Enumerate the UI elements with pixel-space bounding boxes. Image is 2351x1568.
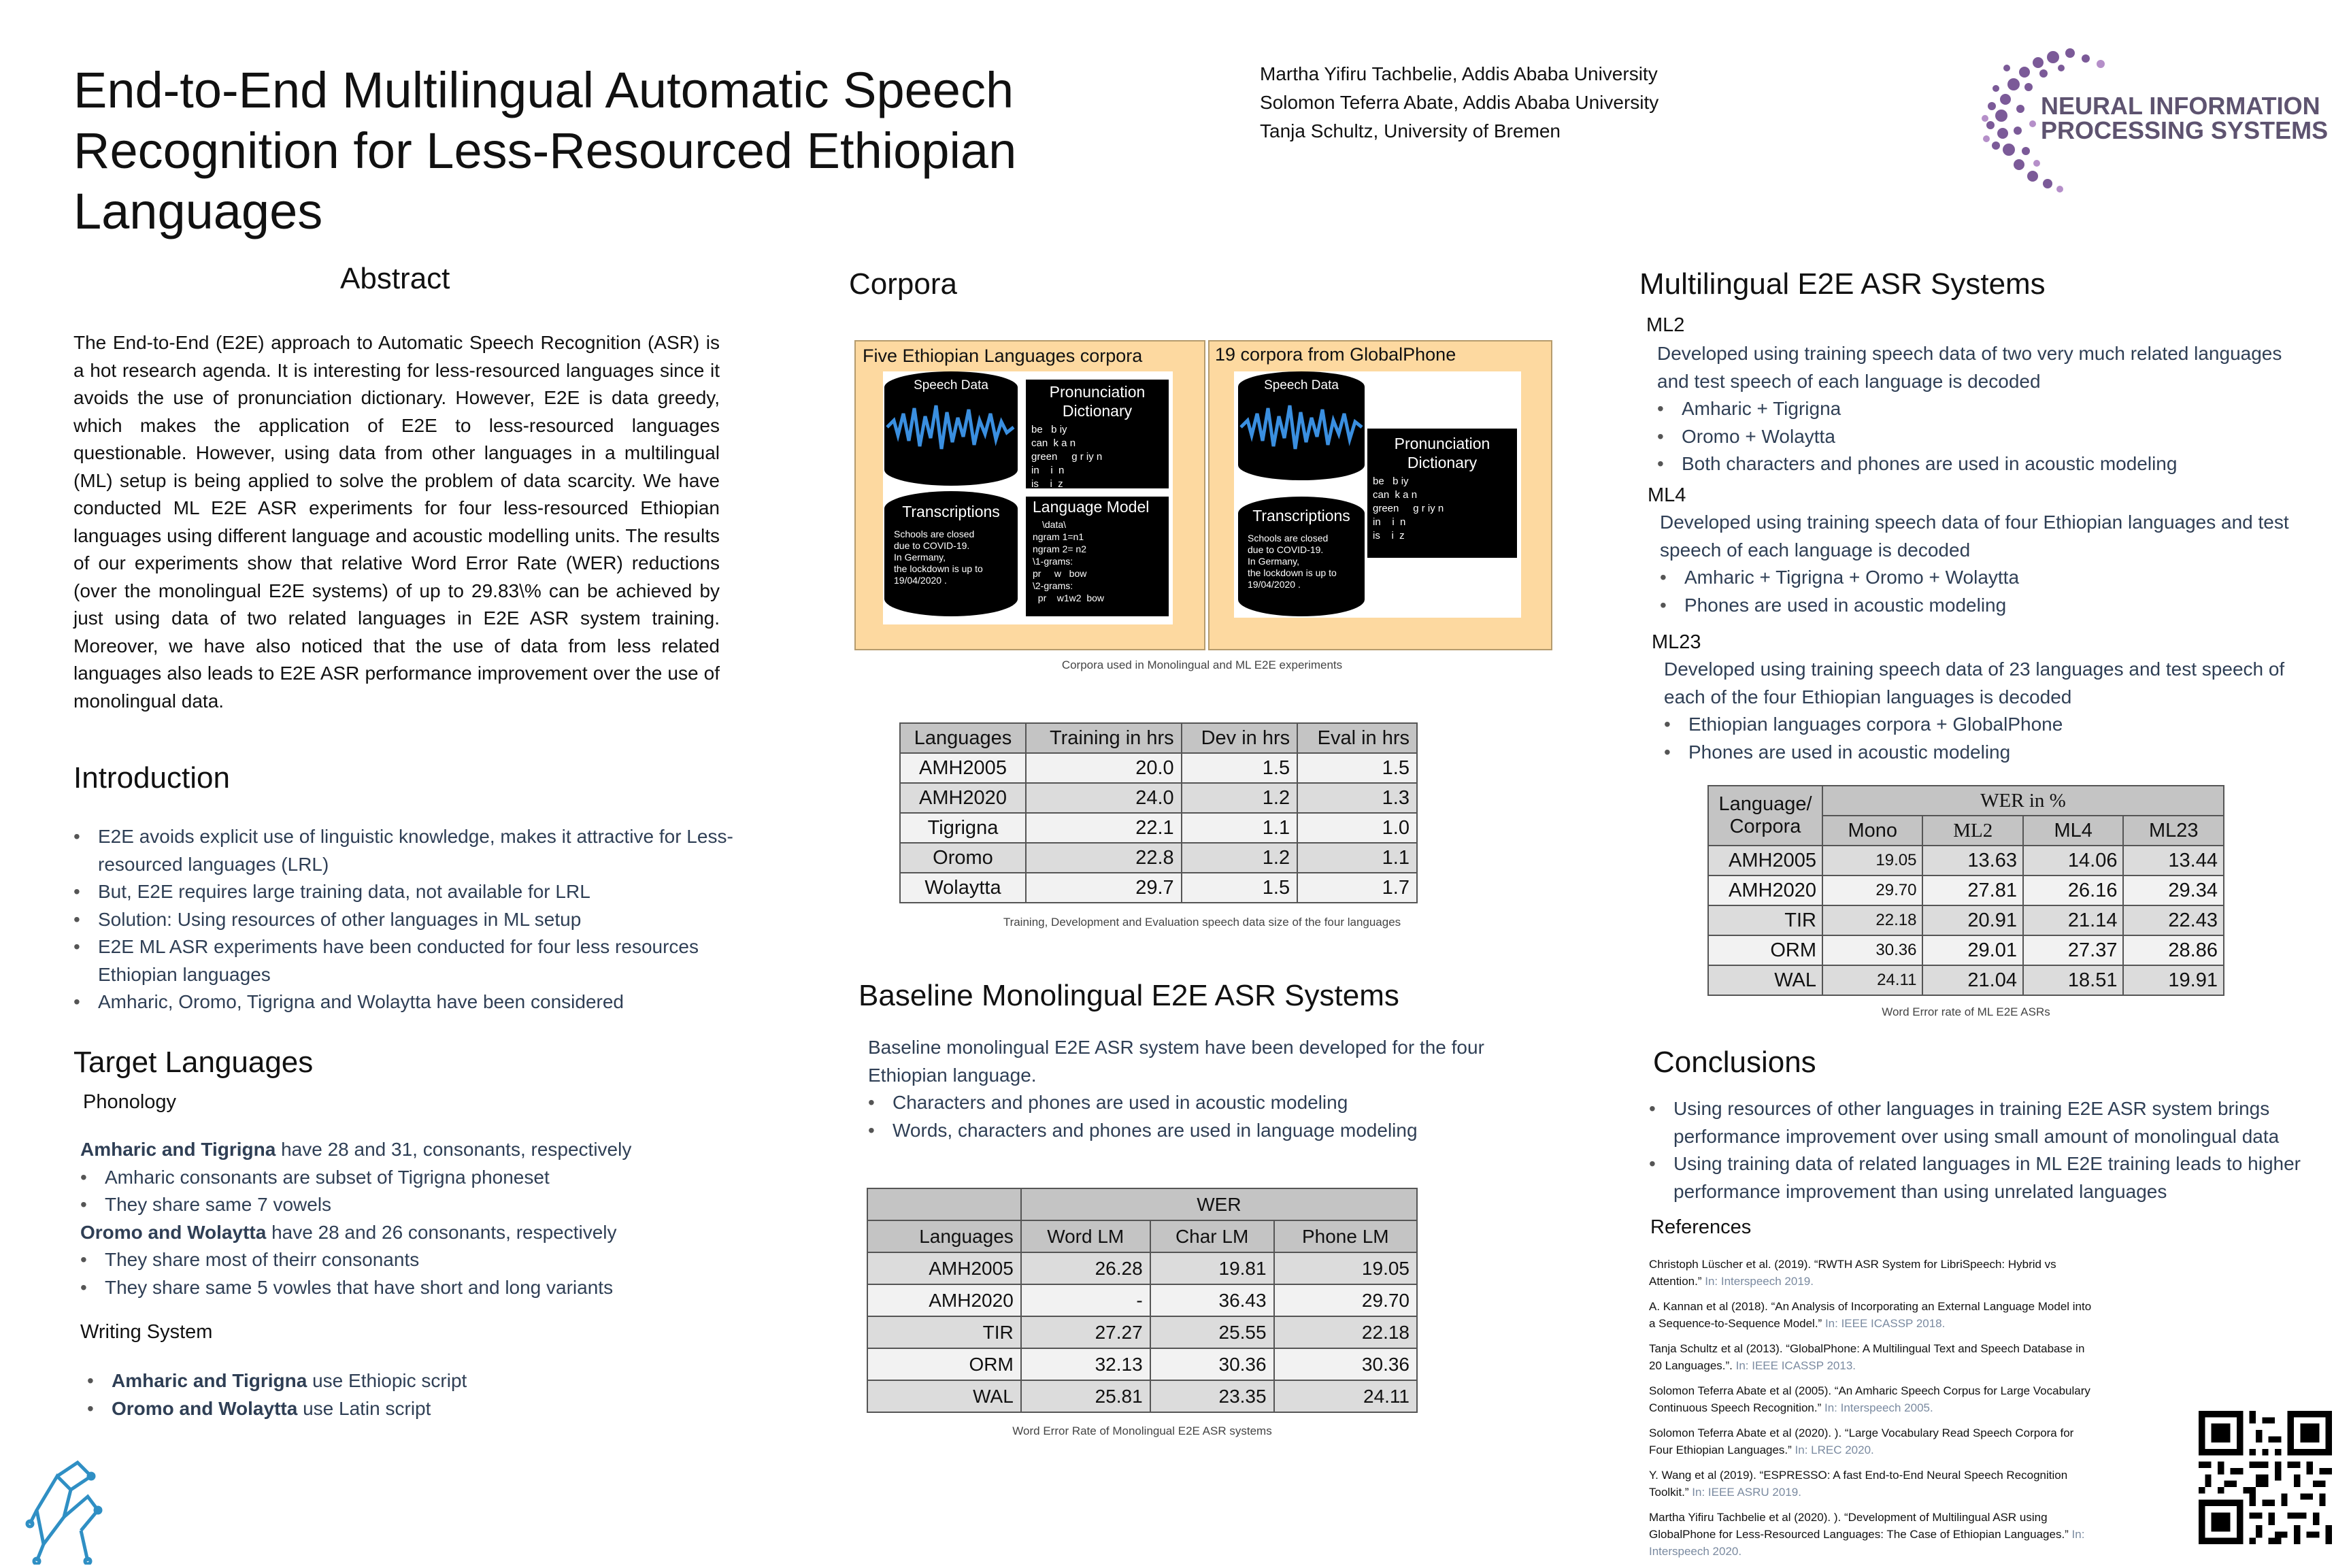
transcriptions-cylinder [1238,497,1365,616]
table-cell: 1.1 [1297,843,1417,873]
table-cell: 29.01 [1922,935,2023,965]
writing-bullet [87,1395,740,1423]
table-cell: 27.81 [1922,875,2023,905]
lm-line: ngram 1=n1 [1033,531,1084,542]
globalphone-corpora-box [1208,340,1552,650]
references-heading: References [1650,1216,1752,1238]
introduction-heading: Introduction [73,761,230,795]
transcriptions-cylinder [884,491,1018,616]
table-cell: AMH2005 [1708,846,1822,875]
phonology-bullet: • They share most of theirr consonants [80,1246,747,1274]
intro-bullet: • E2E ML ASR experiments have been conducted for four less resources Ethiopian languages [73,933,740,988]
table-header: Phone LM [1274,1220,1417,1252]
ml4-bullet: • Amharic + Tigrigna + Oromo + Wolaytta [1660,564,2299,592]
pron-line: can k a n [1373,489,1418,501]
table-header: Dev in hrs [1182,723,1297,753]
ml2-bullet: • Both characters and phones are used in acoustic modeling [1657,450,2297,478]
table-cell: 25.55 [1150,1316,1274,1348]
ml4-block [1660,509,2299,619]
writing-bullet [87,1367,740,1395]
latin-label: Oromo and Wolaytta [112,1397,298,1419]
table-row [1708,846,2224,875]
table-cell: 1.0 [1297,813,1417,843]
table-cell: Wolaytta [900,873,1026,903]
table-row [1708,905,2224,935]
reference-item [1649,1424,2098,1458]
table-cell: 29.70 [1274,1284,1417,1316]
table-header-row [867,1220,1417,1252]
lm-line: pr w bow [1033,568,1087,579]
table-row [900,813,1417,843]
poster-title: End-to-End Multilingual Automatic Speech Recognition for Less-Resourced Ethiopian Languages [73,62,1017,239]
qr-code-icon[interactable] [2199,1411,2332,1544]
intro-bullet: • E2E avoids explicit use of linguistic knowledge, makes it attractive for Less-resourced languages (LRL) [73,823,740,878]
baseline-intro: Baseline monolingual E2E ASR system have been developed for the four Ethiopian language. [868,1037,1484,1086]
phonology-heading: Phonology [83,1091,177,1113]
lm-line: ngram 2= n2 [1033,544,1086,554]
ethiopian-corpora-box [854,340,1205,650]
globalphone-corpora-title: 19 corpora from GlobalPhone [1215,344,1456,365]
table-cell: 23.35 [1150,1380,1274,1412]
table-cell: 29.70 [1822,875,1922,905]
trans-line: 19/04/2020 . [894,575,947,586]
pron-line: be b iy [1031,424,1067,435]
table-cell: TIR [867,1316,1021,1348]
table-cell: 22.8 [1026,843,1182,873]
table-cell: 1.5 [1297,753,1417,783]
reference-venue: In: IEEE ASRU 2019. [1688,1486,1801,1499]
lm-line: \2-grams: [1033,580,1073,591]
table-cell: 25.81 [1021,1380,1150,1412]
reference-venue: In: Interspeech 2019. [1701,1275,1814,1288]
corpora-figure-caption: Corpora used in Monolingual and ML E2E experiments [1061,658,1343,671]
transcriptions-label: Transcriptions [1252,507,1350,524]
baseline-text [868,1034,1521,1144]
table-cell: 1.1 [1182,813,1297,843]
table-cell: 24.0 [1026,783,1182,813]
logo-text [2041,94,2328,143]
table-cell: 29.34 [2123,875,2224,905]
table-cell: 1.5 [1182,873,1297,903]
corpora-table-caption: Training, Development and Evaluation speech data size of the four languages [1003,916,1401,929]
pron-line: in i n [1373,516,1406,528]
table-cell: 27.27 [1021,1316,1150,1348]
trans-line: due to COVID-19. [1248,544,1324,555]
table-cell: 13.44 [2123,846,2224,875]
table-cell: TIR [1708,905,1822,935]
table-cell: 21.04 [1922,965,2023,995]
ml23-text: Developed using training speech data of 23 languages and test speech of each of the four Ethiopian languages is decoded [1664,658,2285,707]
table-cell: AMH2020 [900,783,1026,813]
trans-line: 19/04/2020 . [1248,579,1301,590]
table-cell: 22.1 [1026,813,1182,843]
table-cell: 14.06 [2023,846,2124,875]
writing-system-heading: Writing System [80,1321,213,1343]
pron-line: in i n [1031,465,1065,476]
language-model-box [1026,497,1169,616]
writing-system-list [87,1367,740,1422]
pron-line: green g r iy n [1373,503,1444,514]
table-cell: 21.14 [2023,905,2124,935]
table-row [867,1348,1417,1380]
lm-line: \data\ [1042,519,1067,530]
table-row [1708,875,2224,905]
table-cell: 13.63 [1922,846,2023,875]
table-row [1708,965,2224,995]
table-cell: 24.11 [1822,965,1922,995]
reference-venue: In: Interspeech 2020. [1649,1528,2085,1558]
target-languages-heading: Target Languages [73,1046,314,1079]
speech-data-cylinder [1238,371,1365,480]
speech-data-label: Speech Data [914,378,988,393]
table-row [900,783,1417,813]
conclusions-list [1649,1095,2302,1205]
speech-data-label: Speech Data [1264,378,1339,393]
table-header-row [1708,786,2224,816]
table-row [867,1316,1417,1348]
waveform-icon [1238,393,1365,461]
table-cell: 32.13 [1021,1348,1150,1380]
trans-line: due to COVID-19. [894,540,970,551]
table-corner-header: Language/ Corpora [1708,786,1822,846]
table-header: ML4 [2023,816,2124,846]
ml23-bullet: • Phones are used in acoustic modeling [1664,739,2303,767]
table-header: ML23 [2123,816,2224,846]
language-model-title: Language Model [1033,498,1150,516]
logo-line-1: NEURAL INFORMATION [2041,92,2320,120]
table-header: Char LM [1150,1220,1274,1252]
table-cell: 28.86 [2123,935,2224,965]
table-cell: 24.11 [1274,1380,1417,1412]
ml-wer-table [1707,785,2224,996]
table-row [900,873,1417,903]
table-header: Word LM [1021,1220,1150,1252]
ml4-title: ML4 [1648,484,1686,506]
table-header: Eval in hrs [1297,723,1417,753]
logo-line-2: PROCESSING SYSTEMS [2041,116,2329,144]
pronunciation-dictionary-label: Pronunciation Dictionary [1049,383,1146,420]
table-cell: 30.36 [1822,935,1922,965]
phonology-bullet: • They share same 5 vowles that have short and long variants [80,1274,747,1302]
reference-item [1649,1298,2098,1332]
ml4-text: Developed using training speech data of four Ethiopian languages and test speech of each language is decoded [1660,512,2289,561]
abstract-heading: Abstract [340,262,450,295]
author-list [1260,60,1658,146]
reference-text: Christoph Lüscher et al. (2019). “RWTH ASR System for LibriSpeech: Hybrid vs Attention.” [1649,1258,2056,1288]
reference-venue: In: Interspeech 2005. [1821,1401,1933,1414]
amharic-tigrigna-label: Amharic and Tigrigna [80,1139,276,1160]
pronunciation-dictionary-box [1026,380,1169,488]
ml2-block [1657,340,2297,478]
ml23-title: ML23 [1652,631,1701,653]
latin-text: use Latin script [297,1397,431,1419]
table-row [867,1252,1417,1284]
table-header: Mono [1822,816,1922,846]
wer-header: WER in % [1822,786,2224,816]
table-cell: 36.43 [1150,1284,1274,1316]
intro-bullet: • But, E2E requires large training data, not available for LRL [73,878,740,906]
ml23-bullet: • Ethiopian languages corpora + GlobalPhone [1664,711,2303,739]
reference-item [1649,1467,2098,1501]
trans-line: Schools are closed [1248,533,1329,544]
pronunciation-dictionary-box [1367,429,1517,558]
corpora-figure-2 [1234,371,1521,618]
table-row [867,1284,1417,1316]
table-cell: 19.05 [1274,1252,1417,1284]
table-row [867,1380,1417,1412]
pron-line: be b iy [1373,476,1409,487]
speech-data-cylinder [884,371,1018,486]
corpora-table [899,722,1418,903]
table-cell: 18.51 [2023,965,2124,995]
ethiopic-text: use Ethiopic script [307,1370,467,1391]
reference-item [1649,1256,2098,1290]
author-2: Solomon Teferra Abate, Addis Ababa University [1260,92,1659,113]
table-cell: 20.0 [1026,753,1182,783]
reference-text: Martha Yifiru Tachbelie et al (2020). ). “Development of Multilingual ASR using GlobalPhone for Less-Resourced Languages: The Case of Ethiopian Languages.” [1649,1511,2069,1541]
table-row [900,843,1417,873]
table-header: Languages [900,723,1026,753]
reference-text: Tanja Schultz et al (2013). “GlobalPhone: A Multilingual Text and Speech Database in 20 Languages.”. [1649,1342,2085,1372]
table-cell: 22.43 [2123,905,2224,935]
table-cell: ORM [867,1348,1021,1380]
table-header: ML2 [1922,816,2023,846]
reference-item [1649,1340,2098,1374]
table-cell: 1.2 [1182,843,1297,873]
reference-text: Solomon Teferra Abate et al (2005). “An Amharic Speech Corpus for Large Vocabulary Continuous Speech Recognition.” [1649,1384,2090,1414]
reference-venue: In: LREC 2020. [1791,1444,1874,1456]
ml2-bullet: • Oromo + Wolaytta [1657,423,2297,451]
table-cell: Oromo [900,843,1026,873]
author-1: Martha Yifiru Tachbelie, Addis Ababa University [1260,63,1658,84]
table-cell: 1.2 [1182,783,1297,813]
trans-line: In Germany, [1248,556,1299,567]
phonology-block [80,1136,747,1301]
baseline-bullet: • Words, characters and phones are used in language modeling [868,1117,1521,1145]
oromo-wolaytta-label: Oromo and Wolaytta [80,1221,267,1243]
phonology-bullet: • They share same 7 vowels [80,1191,747,1219]
table-cell: 1.5 [1182,753,1297,783]
ml-table-caption: Word Error rate of ML E2E ASRs [1882,1005,2050,1018]
pron-line: is i z [1031,478,1063,490]
corpora-figure-1 [883,371,1173,624]
amharic-tigrigna-text: have 28 and 31, consonants, respectively [276,1139,632,1160]
table-header-row [867,1188,1417,1220]
intro-bullet: • Solution: Using resources of other languages in ML setup [73,906,740,934]
table-cell: 19.05 [1822,846,1922,875]
ml23-block [1664,656,2303,766]
trans-line: the lockdown is up to [1248,567,1337,578]
table-header: Languages [867,1220,1021,1252]
reference-venue: In: IEEE ICASSP 2013. [1732,1359,1856,1372]
ethiopic-label: Amharic and Tigrigna [112,1370,307,1391]
pronunciation-dictionary-label: Pronunciation Dictionary [1394,435,1490,471]
table-row [1708,935,2224,965]
table-cell: 1.7 [1297,873,1417,903]
corpora-heading: Corpora [849,267,957,301]
reference-text: A. Kannan et al (2018). “An Analysis of Incorporating an External Language Model into a Sequence-to-Sequence Model.” [1649,1300,2092,1330]
table-cell: ORM [1708,935,1822,965]
table-header: Training in hrs [1026,723,1182,753]
ml2-bullet: • Amharic + Tigrigna [1657,395,2297,423]
table-cell: 26.16 [2023,875,2124,905]
baseline-heading: Baseline Monolingual E2E ASR Systems [858,979,1399,1012]
reference-text: Solomon Teferra Abate et al (2020). ). “Large Vocabulary Read Speech Corpora for Four Ethiopian Languages.” [1649,1427,2074,1456]
table-cell: AMH2005 [900,753,1026,783]
baseline-wer-table [867,1188,1418,1413]
abstract-text: The End-to-End (E2E) approach to Automatic Speech Recognition (ASR) is a hot research agenda. It is interesting for less-resourced languages since it avoids the use of pronunciation dictionary. However, E2E is data greedy, which makes the application of E2E to less-resourced languages questionable. However, using data from other languages in a multilingual (ML) setup is being applied to solve the problem of data scarcity. We have conducted ML E2E ASR experiments for four less-resourced Ethiopian languages using different language and acoustic modelling units. The results of our experiments show that relative Word Error Rate (WER) reductions (over the monolingual E2E systems) of up to 29.83\% can be achieved by just using data of two related languages in E2E ASR system training. Moreover, we have also noticed that the use of data from less related languages also leads to E2E ASR performance improvement over the use of monolingual data. [73,332,720,712]
table-cell: 22.18 [1822,905,1922,935]
trans-line: the lockdown is up to [894,563,983,574]
pron-line: is i z [1373,530,1405,541]
reference-item [1649,1509,2098,1560]
phonology-bullet: • Amharic consonants are subset of Tigrigna phoneset [80,1164,747,1192]
pron-line: green g r iy n [1031,451,1103,463]
multilingual-heading: Multilingual E2E ASR Systems [1639,267,2046,301]
reference-item [1649,1382,2098,1416]
lm-line: \1-grams: [1033,556,1073,567]
table-row [900,753,1417,783]
conclusion-bullet: • Using training data of related languages in ML E2E training leads to higher performance improvement than using unrelated languages [1649,1150,2302,1205]
table-cell: WAL [1708,965,1822,995]
table-cell: AMH2020 [1708,875,1822,905]
table-cell: 20.91 [1922,905,2023,935]
table-cell: WAL [867,1380,1021,1412]
table-cell: 29.7 [1026,873,1182,903]
transcriptions-label: Transcriptions [902,503,1000,520]
ml4-bullet: • Phones are used in acoustic modeling [1660,592,2299,620]
table-cell: 26.28 [1021,1252,1150,1284]
table-cell: 30.36 [1150,1348,1274,1380]
table-header-row [900,723,1417,753]
ethiopian-corpora-title: Five Ethiopian Languages corpora [863,346,1143,366]
reference-text: Y. Wang et al (2019). “ESPRESSO: A fast End-to-End Neural Speech Recognition Toolkit.” [1649,1469,2068,1499]
table-cell: 1.3 [1297,783,1417,813]
baseline-table-caption: Word Error Rate of Monolingual E2E ASR systems [1012,1424,1272,1437]
ml2-text: Developed using training speech data of two very much related languages and test speech of each language is decoded [1657,343,2282,392]
table-cell: AMH2005 [867,1252,1021,1284]
table-cell: 27.37 [2023,935,2124,965]
trans-line: In Germany, [894,552,946,563]
conclusions-heading: Conclusions [1653,1046,1816,1079]
wer-header: WER [1021,1188,1417,1220]
introduction-list [73,823,740,1016]
waveform-icon [884,393,1018,461]
baseline-bullet: • Characters and phones are used in acoustic modeling [868,1089,1521,1117]
table-cell: Tigrigna [900,813,1026,843]
table-cell: 19.81 [1150,1252,1274,1284]
references-list [1649,1256,2098,1568]
table-header-blank [867,1188,1021,1220]
reference-venue: In: IEEE ICASSP 2018. [1822,1317,1946,1330]
table-cell: - [1021,1284,1150,1316]
table-cell: AMH2020 [867,1284,1021,1316]
lm-line: pr w1w2 bow [1033,593,1105,603]
table-cell: 19.91 [2123,965,2224,995]
intro-bullet: • Amharic, Oromo, Tigrigna and Wolaytta have been considered [73,988,740,1016]
trans-line: Schools are closed [894,529,975,539]
circuit-hand-icon [23,1449,112,1565]
oromo-wolaytta-text: have 28 and 26 consonants, respectively [266,1221,617,1243]
author-3: Tanja Schultz, University of Bremen [1260,120,1561,141]
ml2-title: ML2 [1646,314,1685,336]
table-cell: 30.36 [1274,1348,1417,1380]
table-cell: 22.18 [1274,1316,1417,1348]
pron-line: can k a n [1031,437,1076,449]
conclusion-bullet: • Using resources of other languages in training E2E ASR system brings performance improvement over using small amount of monolingual data [1649,1095,2302,1150]
